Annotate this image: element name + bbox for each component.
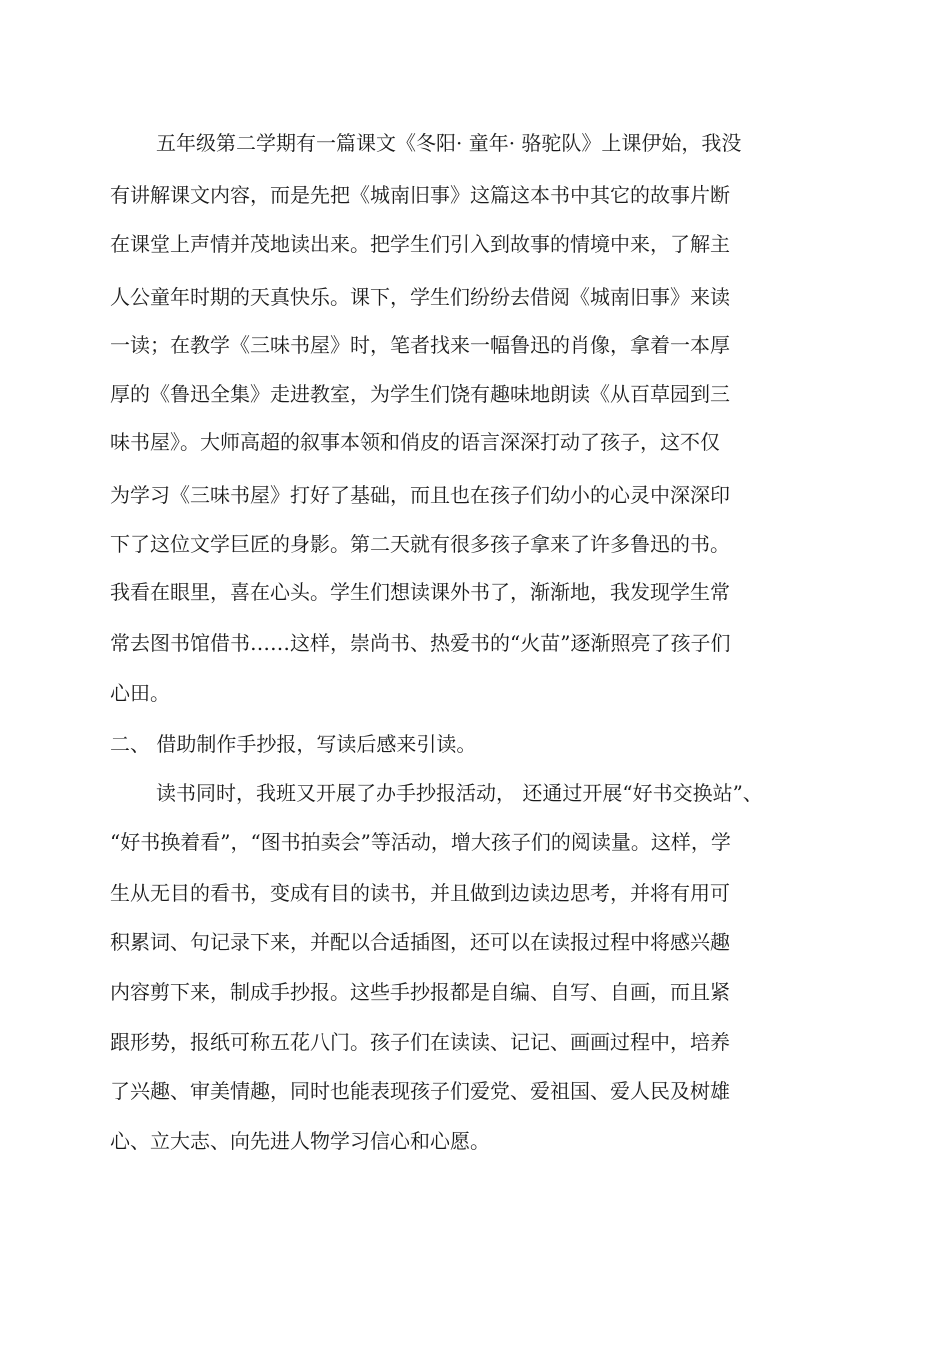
- paragraph-2-line-8: 心、立大志、向先进人物学习信心和心愿。: [110, 1129, 490, 1153]
- paragraph-1-line-2: 有讲解课文内容，而是先把《城南旧事》这篇这本书中其它的故事片断: [110, 183, 730, 207]
- paragraph-2-line-6: 跟形势，报纸可称五花八门。孩子们在读读、记记、画画过程中，培养: [110, 1030, 730, 1054]
- paragraph-1-line-4: 人公童年时期的天真快乐。课下，学生们纷纷去借阅《城南旧事》来读: [110, 285, 730, 309]
- paragraph-1-line-11: 常去图书馆借书……这样，崇尚书、热爱书的“火苗”逐渐照亮了孩子们: [110, 631, 731, 655]
- paragraph-2-line-5: 内容剪下来，制成手抄报。这些手抄报都是自编、自写、自画，而且紧: [110, 980, 730, 1004]
- paragraph-1-line-10: 我看在眼里，喜在心头。学生们想读课外书了，渐渐地，我发现学生常: [110, 580, 730, 604]
- paragraph-2-line-7: 了兴趣、审美情趣，同时也能表现孩子们爱党、爱祖国、爱人民及树雄: [110, 1079, 730, 1103]
- paragraph-1-line-12: 心田。: [110, 681, 170, 705]
- paragraph-2-line-4: 积累词、句记录下来，并配以合适插图，还可以在读报过程中将感兴趣: [110, 930, 730, 954]
- paragraph-1-line-8: 为学习《三味书屋》打好了基础，而且也在孩子们幼小的心灵中深深印: [110, 483, 730, 507]
- paragraph-1-line-3: 在课堂上声情并茂地读出来。把学生们引入到故事的情境中来，了解主: [110, 232, 730, 256]
- paragraph-2-line-2: “好书换着看”，“图书拍卖会”等活动，增大孩子们的阅读量。这样，学: [110, 830, 731, 854]
- paragraph-1-line-1: 五年级第二学期有一篇课文《冬阳· 童年· 骆驼队》上课伊始，我没: [156, 131, 742, 155]
- paragraph-2-line-1: 读书同时，我班又开展了办手抄报活动， 还通过开展“好书交换站”、: [156, 781, 763, 805]
- paragraph-1-line-6: 厚的《鲁迅全集》走进教室，为学生们饶有趣味地朗读《从百草园到三: [110, 382, 730, 406]
- paragraph-2-line-3: 生从无目的看书，变成有目的读书，并且做到边读边思考，并将有用可: [110, 881, 730, 905]
- paragraph-1-line-7: 味书屋》。大师高超的叙事本领和俏皮的语言深深打动了孩子，这不仅: [110, 430, 720, 454]
- paragraph-1-line-9: 下了这位文学巨匠的身影。第二天就有很多孩子拿来了许多鲁迅的书。: [110, 532, 730, 556]
- paragraph-1-line-5: 一读；在教学《三味书屋》时，笔者找来一幅鲁迅的肖像，拿着一本厚: [110, 333, 730, 357]
- section-heading-2: 二、 借助制作手抄报，写读后感来引读。: [110, 732, 477, 756]
